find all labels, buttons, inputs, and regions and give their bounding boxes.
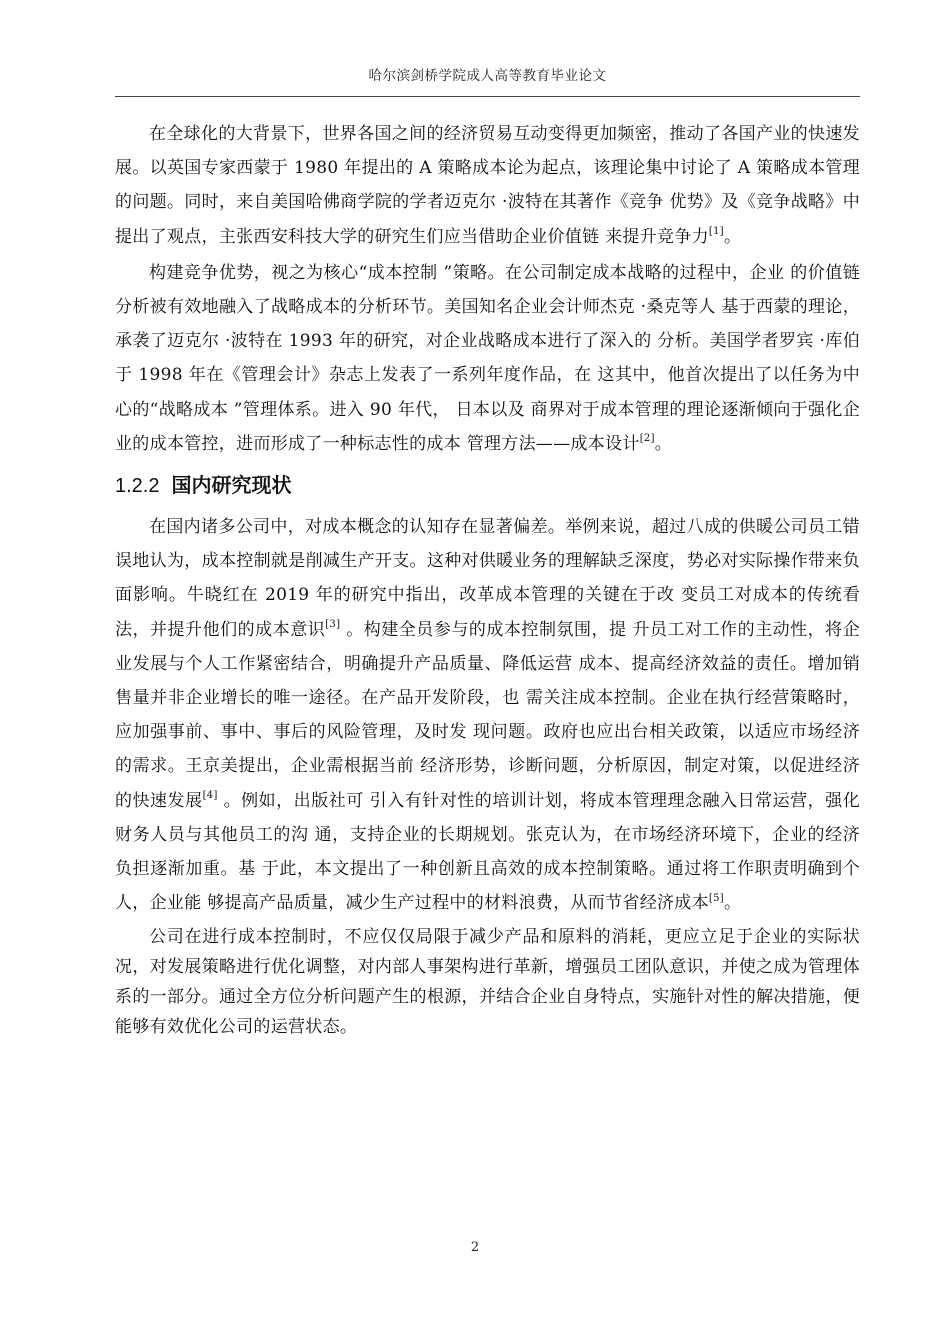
header-divider	[115, 96, 860, 97]
document-body	[115, 117, 860, 1042]
paragraph-text: 公司在进行成本控制时，不应仅仅局限于减少产品和原料的消耗，更应立足于企业的实际状况，对发展策略进行优化调整，对内部人事架构进行革新，增强员工团队意识，并使之成为管理体系的一部分。通过全方位分析问题产生的根源，并结合企业自身特点，实施针对性的解决措施，便能够有效优化公司的运营状态。	[115, 927, 860, 1038]
paragraph-tail: 。	[723, 226, 742, 247]
citation-ref: [1]	[708, 225, 724, 237]
paragraph-tail: 。	[723, 893, 742, 914]
paragraph-text: 。例如，出版社可 引入有针对性的培训计划，将成本管理理念融入日常运营，强化财务人员与其他员工的沟 通，支持企业的长期规划。张克认为，在市场经济环境下，企业的经济负担逐渐加重。基 于此，本文提出了一种创新且高效的成本控制策略。通过将工作职责明确到个人，企业能 够提高产品质量，减少生产过程中的材料浪费，从而节省经济成本	[115, 790, 861, 914]
page-number: 2	[470, 1240, 480, 1255]
citation-ref: [2]	[639, 433, 655, 445]
paragraph-text: 。构建全员参与的成本控制氛围，提 升员工对工作的主动性，将企业发展与个人工作紧密结合，明确提升产品质量、降低运营 成本、提高经济效益的责任。增加销售量并非企业增长的唯一途径。在产品开发阶段，也 需关注成本控制。企业在执行经营策略时，应加强事前、事中、事后的风险管理，及时发 现问题。政府也应出台相关政策，以适应市场经济的需求。王京美提出，企业需根据当前 经济形势，诊断问题，分析原因，制定对策，以促进经济的快速发展	[115, 619, 860, 811]
citation-ref: [3]	[325, 618, 341, 630]
page-header: 哈尔滨剑桥学院成人高等教育毕业论文	[368, 68, 607, 84]
paragraph	[115, 117, 860, 254]
paragraph	[115, 256, 860, 461]
section-number: 1.2.2	[115, 475, 160, 498]
paragraph-text: 在国内诸多公司中，对成本概念的认知存在显著偏差。举例来说，超过八成的供暖公司员工错误地认为，成本控制就是削减生产开支。这种对供暖业务的理解缺乏深度，势必对实际操作带来负面影响。牛晓红在 2019 年的研究中指出，改革成本管理的关键在于改 变员工对成本的传统看法，并提升他们的成本意识	[115, 517, 860, 640]
paragraph	[115, 922, 860, 1042]
citation-ref: [4]	[202, 790, 218, 801]
paragraph-tail: 。	[654, 433, 673, 454]
section-title: 国内研究现状	[171, 473, 292, 498]
paragraph	[115, 510, 860, 920]
paragraph-text: 在全球化的大背景下，世界各国之间的经济贸易互动变得更加频密，推动了各国产业的快速发展。以英国专家西蒙于 1980 年提出的 A 策略成本论为起点，该理论集中讨论了 A 策略成本管理的问题。同时，来自美国哈佛商学院的学者迈克尔 ·波特在其著作《竞争 优势》及《竞争战略》中提出了观点，主张西安科技大学的研究生们应当借助企业价值链 来提升竞争力	[115, 124, 860, 247]
citation-ref: [5]	[708, 892, 724, 904]
section-heading	[115, 467, 860, 504]
paragraph-text: 构建竞争优势，视之为核心“成本控制 ”策略。在公司制定成本战略的过程中，企业 的价值链分析被有效地融入了战略成本的分析环节。美国知名企业会计师杰克 ·桑克等人 基于西蒙的理论，承袭了迈克尔 ·波特在 1993 年的研究，对企业战略成本进行了深入的 分析。美国学者罗宾 ·库伯于 1998 年在《管理会计》杂志上发表了一系列年度作品，在 这其中，他首次提出了以任务为中心的“战略成本 ”管理体系。进入 90 年代， 日本以及 商界对于成本管理的理论逐渐倾向于强化企业的成本管控，进而形成了一种标志性的成本 管理方法——成本设计	[115, 262, 860, 454]
